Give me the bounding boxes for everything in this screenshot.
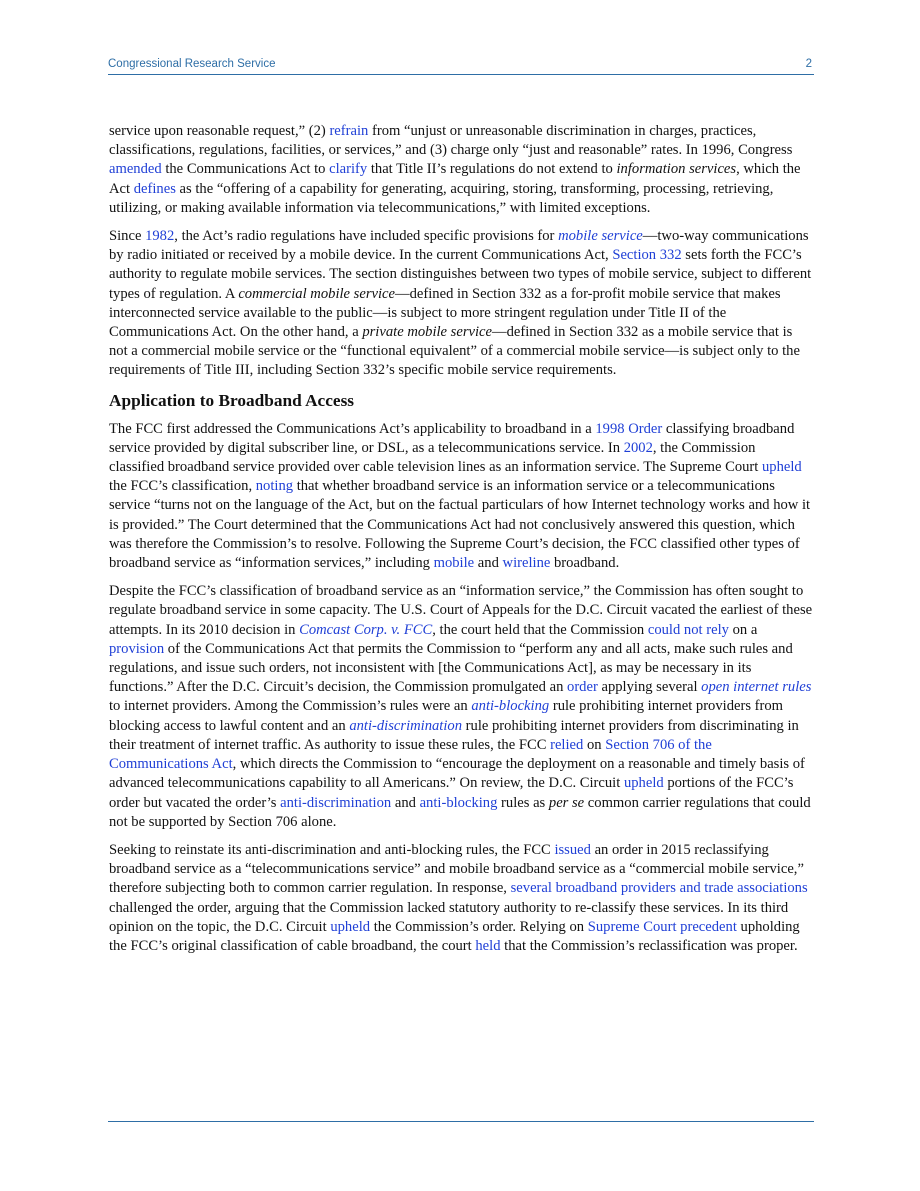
link-held[interactable]: held [475, 937, 501, 954]
text-run: and [474, 555, 503, 572]
link-relied[interactable]: relied [550, 736, 584, 753]
link-anti-blocking-2[interactable]: anti-blocking [419, 794, 498, 811]
link-upheld-3[interactable]: upheld [330, 918, 371, 935]
term-anti-discrimination: anti-discrimination [349, 717, 463, 734]
link-upheld[interactable]: upheld [762, 459, 802, 476]
text-run: applying several [597, 679, 702, 696]
text-run: , the Commission classified broadband service provided over cable television lines as an information service. The Supreme Court [109, 439, 762, 476]
text-run: on [583, 736, 606, 753]
link-1998-order[interactable]: 1998 Order [595, 420, 663, 437]
link-1982[interactable]: 1982 [145, 228, 175, 245]
text-run: , which the Act [109, 161, 801, 197]
text-run: the Commission’s order. Relying on [370, 918, 588, 935]
term-anti-blocking: anti-blocking [471, 698, 550, 715]
text-run: the Communications Act to [161, 161, 330, 178]
term-private-mobile-service: private mobile service [362, 324, 493, 341]
text-run: on a [728, 621, 758, 638]
link-anti-discrimination[interactable] [349, 718, 462, 734]
text-run: classifying broadband service provided by digital subscriber line, or DSL, as a telecommunications service. In [109, 420, 795, 456]
text-run: common carrier regulations that could not be supported by Section 706 alone. [109, 794, 811, 830]
text-run: —two-way communications by radio initiated or received by a mobile device. In the current Communications Act, [109, 228, 809, 264]
text-run: service upon reasonable request,” (2) [109, 123, 330, 139]
text-run: , the court held that the Commission [432, 621, 648, 638]
text-run: upholding the FCC’s original classification of cable broadband, the court [109, 918, 800, 954]
text-run: and [391, 794, 420, 811]
link-provision[interactable]: provision [109, 640, 165, 657]
link-defines[interactable]: defines [133, 180, 176, 197]
link-anti-blocking[interactable] [471, 698, 549, 714]
link-2002[interactable]: 2002 [623, 439, 653, 456]
link-order[interactable]: order [567, 679, 598, 696]
header-org: Congressional Research Service [108, 58, 276, 70]
text-run: portions of the FCC’s order but vacated the order’s [109, 775, 794, 811]
text-run: The FCC first addressed the Communications Act’s applicability to broadband in a [109, 420, 596, 437]
section-heading: Application to Broadband Access [109, 390, 355, 410]
link-upheld-2[interactable]: upheld [623, 775, 664, 792]
page-number: 2 [805, 58, 812, 70]
link-clarify[interactable]: clarify [329, 161, 368, 178]
paragraph-title-ii-obligations [109, 122, 814, 218]
term-mobile-service: mobile service [558, 228, 643, 245]
link-wireline[interactable]: wireline [502, 555, 551, 572]
paragraph-regulation-attempts [109, 582, 814, 832]
link-mobile-service[interactable] [558, 228, 643, 244]
text-run: broadband. [550, 555, 620, 572]
text-run: sets forth the FCC’s authority to regulate mobile services. The section distinguishes between two types of mobile service, subject to different types of regulation. A [109, 247, 812, 302]
text-run: rules as [497, 794, 549, 811]
term-information-services: information services [616, 161, 737, 178]
text-run: that whether broadband service is an information service or a telecommunications service “turns not on the language of the Act, but on the factual particulars of how Internet technology works and how it is provided.” The Court determined that the Communications Act had not conclusively answered this question, which was therefore the Commission’s to resolve. Following the Supreme Court’s decision, the FCC classified other types of broadband service as “information services,” including [109, 478, 811, 572]
link-issued[interactable]: issued [554, 841, 591, 858]
text-run: Since [109, 228, 146, 245]
link-could-not-rely[interactable]: could not rely [647, 621, 729, 638]
text-run: challenged the order, arguing that the Commission lacked statutory authority to re-classify these services. In its third opinion on the topic, the D.C. Circuit [109, 899, 789, 935]
link-supreme-court-precedent[interactable]: Supreme Court precedent [587, 918, 737, 935]
text-run: Despite the FCC’s classification of broadband service as an “information service,” the Commission has often sought to regulate broadband service in some capacity. The U.S. Court of Appeals for the D.C. Circuit vacated the earliest of these attempts. In its 2010 decision in [109, 583, 813, 638]
running-header [108, 58, 814, 75]
case-name: Comcast Corp. v. FCC [299, 621, 433, 638]
text-run: rule prohibiting internet providers from discriminating in their treatment of internet traffic. As authority to issue these rules, the FCC [109, 717, 799, 753]
paragraph-broadband-classification [109, 420, 814, 574]
text-run: an order in 2015 reclassifying broadband service as a “telecommunications service” and mobile broadband service as a “commercial mobile service,” therefore subjecting both to common carrier regulation. In response, [109, 841, 804, 897]
text-run: to internet providers. Among the Commission’s rules were an [109, 698, 472, 715]
text-run: of the Communications Act that permits the Commission to “perform any and all acts, make such rules and regulations, and issue such orders, not inconsistent with [the Communications Act], as may be necessary in its functions.” After the D.C. Circuit’s decision, the Commission promulgated an [109, 640, 793, 696]
text-run: the FCC’s classification, [109, 478, 256, 495]
text-run: from “unjust or unreasonable discrimination in charges, practices, classifications, regulations, facilities, or services,” and (3) charge only “just and reasonable” rates. In 1996, Congress [109, 123, 793, 159]
link-anti-discrimination-2[interactable]: anti-discrimination [280, 794, 392, 811]
link-section-706[interactable]: Section 706 of the Communications Act [109, 736, 712, 773]
link-comcast-v-fcc[interactable] [299, 622, 432, 638]
link-broadband-providers[interactable]: several broadband providers and trade associations [510, 880, 808, 897]
link-refrain[interactable]: refrain [329, 123, 369, 139]
text-run: rule prohibiting internet providers from blocking access to lawful content and an [109, 698, 784, 734]
link-section-332[interactable]: Section 332 [612, 247, 682, 264]
paragraph-reclassification [109, 841, 814, 956]
text-run: Seeking to reinstate its anti-discrimination and anti-blocking rules, the FCC [109, 841, 555, 858]
link-amended[interactable]: amended [109, 161, 162, 178]
term-commercial-mobile-service: commercial mobile service [238, 285, 396, 302]
link-mobile[interactable]: mobile [433, 555, 475, 572]
link-open-internet-rules[interactable] [701, 679, 811, 695]
text-run: as the “offering of a capability for generating, acquiring, storing, transforming, processing, retrieving, utilizing, or making available information via telecommunications,” with limited exceptions. [109, 180, 774, 216]
term-per-se: per se [548, 794, 585, 811]
term-open-internet-rules: open internet rules [701, 679, 812, 696]
document-body [109, 122, 814, 965]
text-run: that Title II’s regulations do not extend to [367, 161, 617, 178]
footer-rule [108, 1121, 814, 1122]
link-noting[interactable]: noting [255, 478, 294, 495]
text-run: , the Act’s radio regulations have included specific provisions for [174, 228, 559, 245]
text-run: —defined in Section 332 as a for-profit mobile service that makes interconnected service available to the public—is subject to more stringent regulation under Title II of the Communications Act. On the other hand, a [109, 285, 781, 341]
text-run: , which directs the Commission to “encourage the deployment on a reasonable and timely basis of advanced telecommunications capability to all Americans.” On review, the D.C. Circuit [109, 756, 805, 792]
paragraph-mobile-service [109, 227, 814, 381]
text-run: —defined in Section 332 as a mobile service that is not a commercial mobile service or the “functional equivalent” of a commercial mobile service—is subject only to the requirements of Title III, including Section 332’s specific mobile service requirements. [109, 324, 800, 379]
text-run: that the Commission’s reclassification was proper. [500, 937, 798, 954]
